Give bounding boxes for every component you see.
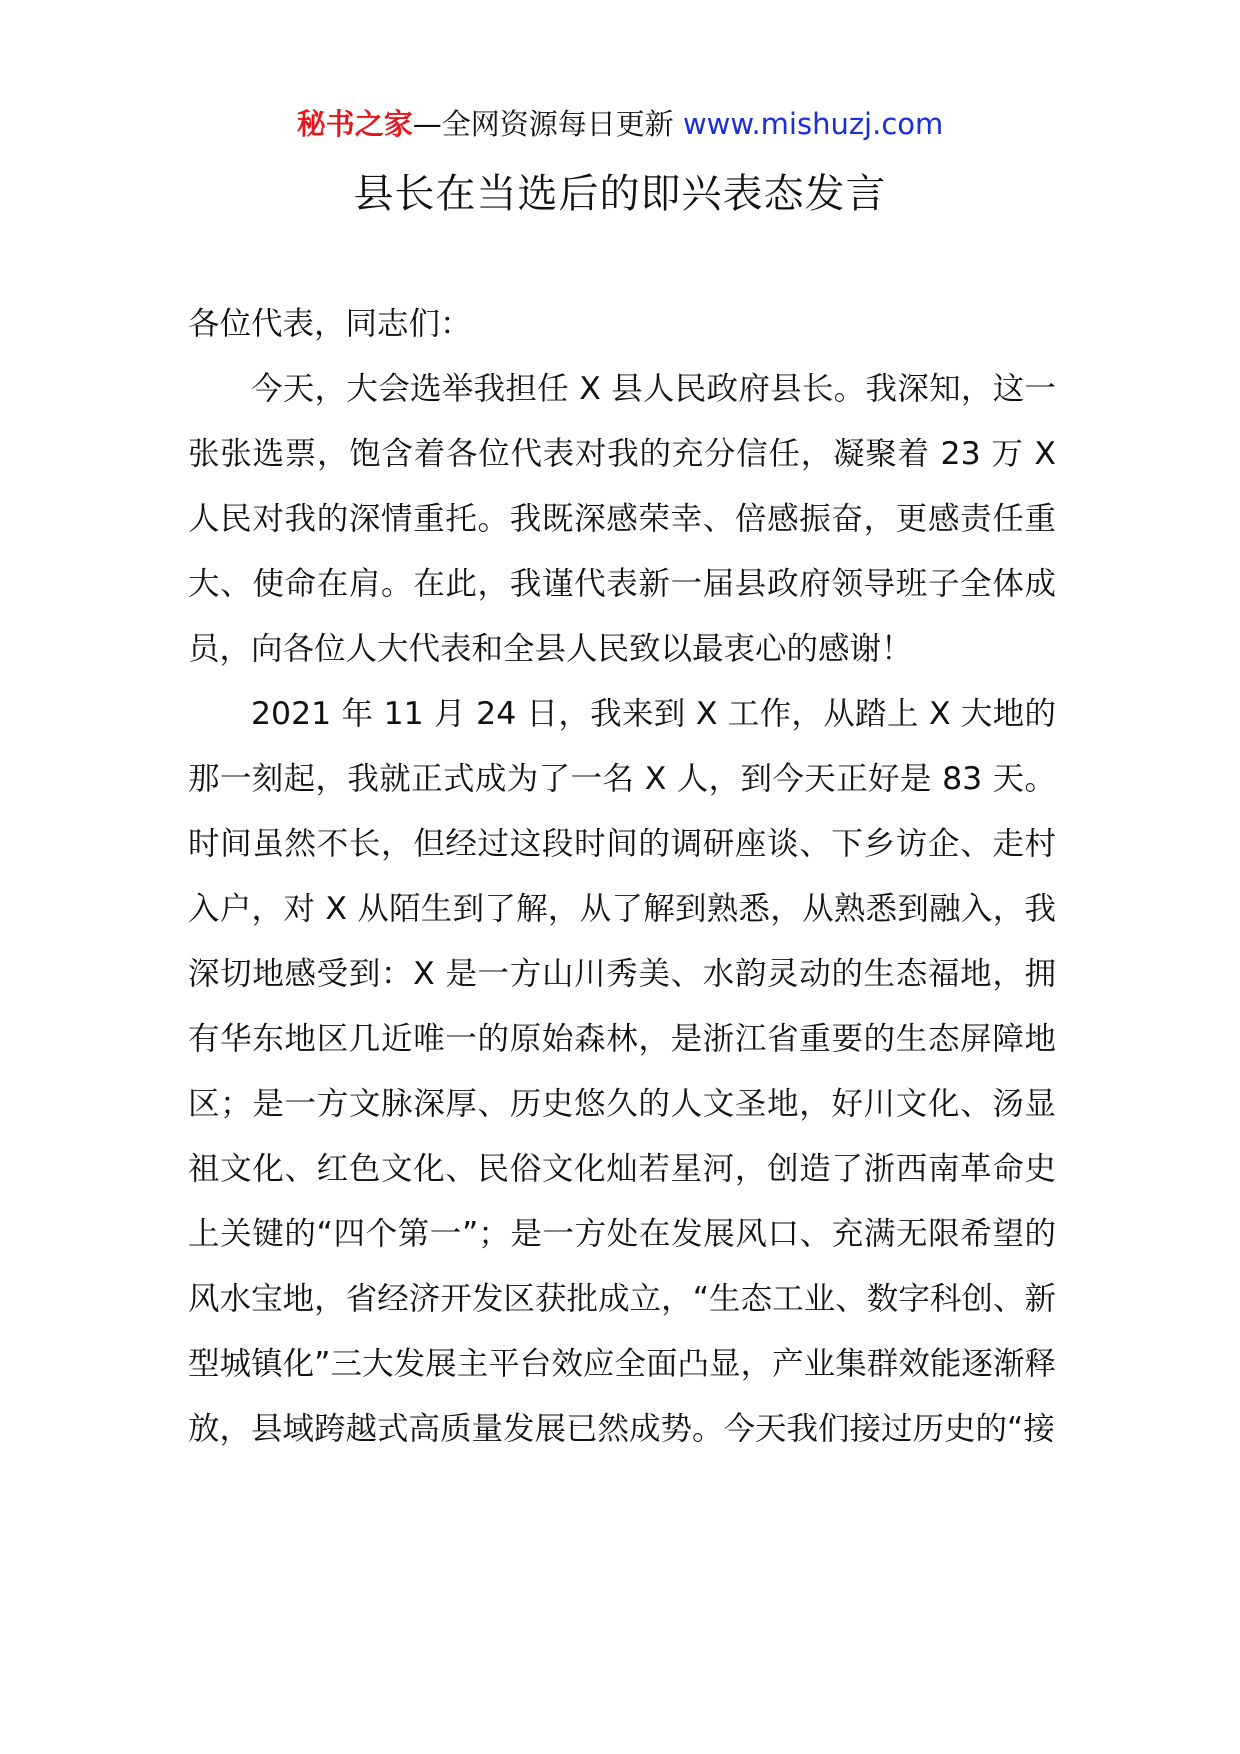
paragraph-1: 今天，大会选举我担任 X 县人民政府县长。我深知，这一张张选票，饱含着各位代表对我的充分信任，凝聚着 23 万 X 人民对我的深情重托。我既深感荣幸、倍感振奋，更感责任重大、使命在肩。在此，我谨代表新一届县政府领导班子全体成员，向各位人大代表和全县人民致以最衷心的感谢！: [188, 371, 1056, 667]
paragraph-2: 2021 年 11 月 24 日，我来到 X 工作，从踏上 X 大地的那一刻起，我就正式成为了一名 X 人，到今天正好是 83 天。时间虽然不长，但经过这段时间的调研座谈、下乡访企、走村入户，对 X 从陌生到了解，从了解到熟悉，从熟悉到融入，我深切地感受到：X 是一方山川秀美、水韵灵动的生态福地，拥有华东地区几近唯一的原始森林，是浙江省重要的生态屏障地区；是一方文脉深厚、历史悠久的人文圣地，好川文化、汤显祖文化、红色文化、民俗文化灿若星河，创造了浙西南革命史上关键的“四个第一”；是一方处在发展风口、充满无限希望的风水宝地，省经济开发区获批成立，“生态工业、数字科创、新型城镇化”三大发展主平台效应全面凸显，产业集群效能逐渐释放，县域跨越式高质量发展已然成势。今天我们接过历史的“接: [188, 696, 1056, 1447]
watermark-header: [0, 104, 1240, 144]
header-tagline: —全网资源每日更新: [412, 107, 674, 141]
salutation: 各位代表，同志们：: [188, 306, 472, 342]
website-link[interactable]: www.mishuzj.com: [682, 107, 944, 141]
brand-name: 秘书之家: [296, 107, 413, 141]
document-body: [188, 292, 1056, 1462]
document-title: 县长在当选后的即兴表态发言: [353, 171, 887, 217]
